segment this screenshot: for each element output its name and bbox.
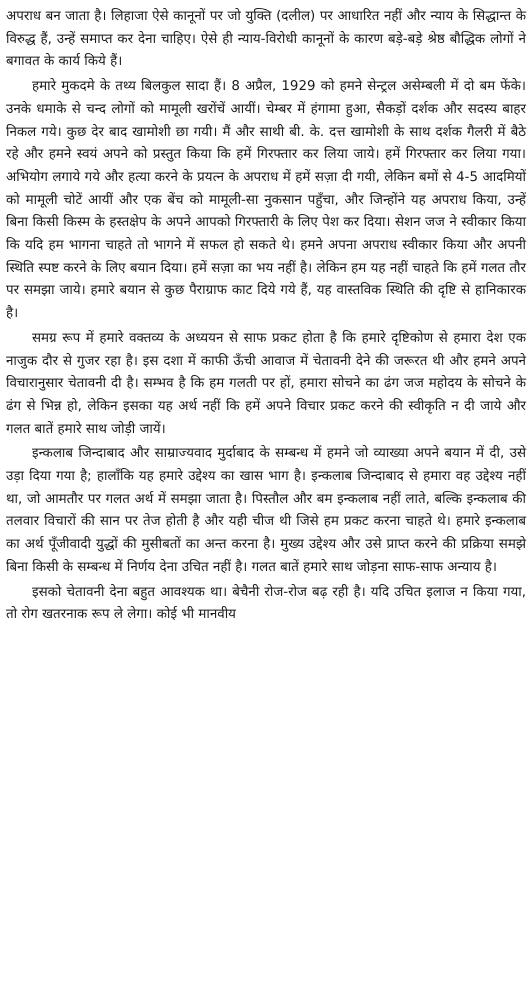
paragraph-2: हमारे मुकदमे के तथ्य बिलकुल सादा हैं। 8 अप्रैल, 1929 को हमने सेन्ट्रल असेम्बली में दो बम फेंके। उनके धमाके से चन्द लोगों को मामूली खरोंचें आयीं। चेम्बर में हंगामा हुआ, सैकड़ों दर्शक और सदस्य बाहर निकल गये। कुछ देर बाद खामोशी छा गयी। मैं और साथी बी. के. दत्त खामोशी के साथ दर्शक गैलरी में बैठे रहे और हमने स्वयं अपने को प्रस्तुत किया कि हमें गिरफ्तार कर लिया जाये। हमें गिरफ्तार कर लिया गया। अभियोग लगाये गये और हत्या करने के प्रयत्न के अपराध में हमें सज़ा दी गयी, लेकिन बमों से 4-5 आदमियों को मामूली चोटें आयीं और एक बेंच को मामूली-सा नुकसान पहुँचा, और जिन्होंने यह अपराध किया, उन्हें बिना किसी किस्म के हस्तक्षेप के अपने आपको गिरफ्तारी के लिए पेश कर दिया। सेशन जज ने स्वीकार किया कि यदि हम भागना चाहते तो भागने में सफल हो सकते थे। हमने अपना अपराध स्वीकार किया और अपनी स्थिति स्पष्ट करने के लिए बयान दिया। हमें सज़ा का भय नहीं है। लेकिन हम यह नहीं चाहते कि हमें गलत तौर पर समझा जाये। हमारे बयान से कुछ पैराग्राफ काट दिये गये हैं, यह वास्तविक स्थिति की दृष्टि से हानिकारक है। — [6, 79, 526, 322]
paragraph-4: इन्कलाब जिन्दाबाद और साम्राज्यवाद मुर्दाबाद के सम्बन्ध में हमने जो व्याख्या अपने बयान में दी, उसे उड़ा दिया गया है; हालाँकि यह हमारे उद्देश्य का खास भाग है। इन्कलाब जिन्दाबाद से हमारा वह उद्देश्य नहीं था, जो आमतौर पर गलत अर्थ में समझा जाता है। पिस्तौल और बम इन्कलाब नहीं लाते, बल्कि इन्कलाब की तलवार विचारों की सान पर तेज होती है और यही चीज थी जिसे हम प्रकट करना चाहते थे। हमारे इन्कलाब का अर्थ पूँजीवादी युद्धों की मुसीबतों का अन्त करना है। मुख्य उद्देश्य और उसे प्राप्त करने की प्रक्रिया समझे बिना किसी के सम्बन्ध में निर्णय देना उचित नहीं है। गलत बातें हमारे साथ जोड़ना साफ-साफ अन्याय है। — [6, 446, 526, 575]
paragraph-1: अपराध बन जाता है। लिहाजा ऐसे कानूनों पर जो युक्ति (दलील) पर आधारित नहीं और न्याय के सिद्धान्त के विरुद्ध हैं, उन्हें समाप्त कर देना चाहिए। ऐसे ही न्याय-विरोधी कानूनों के कारण बड़े-बड़े श्रेष्ठ बौद्धिक लोगों ने बगावत के कार्य किये हैं। — [6, 9, 526, 70]
paragraph-5: इसको चेतावनी देना बहुत आवश्यक था। बेचैनी रोज-रोज बढ़ रही है। यदि उचित इलाज न किया गया, तो रोग खतरनाक रूप ले लेगा। कोई भी मानवीय — [6, 584, 526, 623]
paragraph-3: समग्र रूप में हमारे वक्तव्य के अध्ययन से साफ प्रकट होता है कि हमारे दृष्टिकोण से हमारा देश एक नाजुक दौर से गुजर रहा है। इस दशा में काफी ऊँची आवाज में चेतावनी देने की जरूरत थी और हमने अपने विचारानुसार चेतावनी दी है। सम्भव है कि हम गलती पर हों, हमारा सोचने का ढंग जज महोदय के सोचने के ढंग से भिन्न हो, लेकिन इसका यह अर्थ नहीं कि हमें अपने विचार प्रकट करने की स्वीकृति न दी जाये और गलत बातें हमारे साथ जोड़ी जायें। — [6, 330, 526, 437]
